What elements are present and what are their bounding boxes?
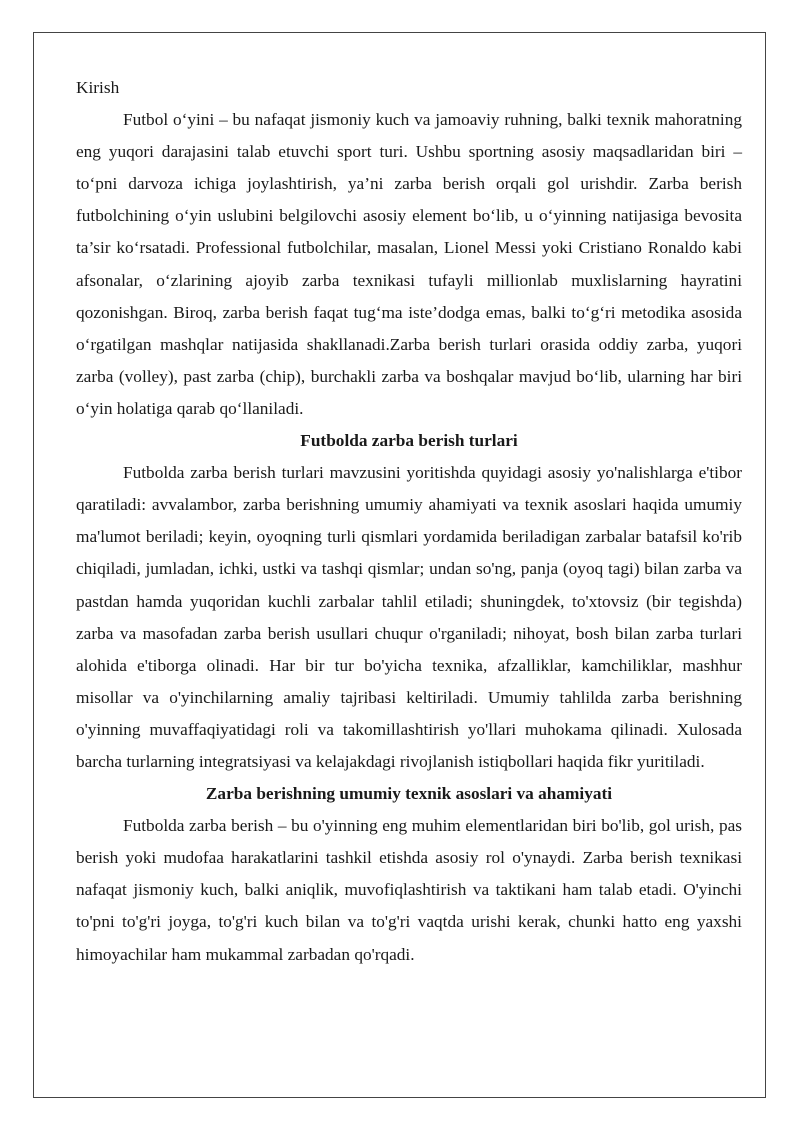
intro-heading: Kirish xyxy=(76,78,120,97)
technical-basics-paragraph: Futbolda zarba berish – bu o'yinning eng muhim elementlaridan biri bo'lib, gol urish, pas berish yoki mudofaa harakatlarini tashkil etishda asosiy rol o'ynaydi. Zarba berish texnikasi nafaqat jismoniy kuch, balki aniqlik, muvofiqlashtirish va taktikani ham talab etadi. O'yinchi to'pni to'g'ri joyga, to'g'ri kuch bilan va to'g'ri vaqtda urishi kerak, chunki hatto eng yaxshi himoyachilar ham mukammal zarbadan qo'rqadi. xyxy=(76,816,742,964)
intro-paragraph: Futbol o‘yini – bu nafaqat jismoniy kuch va jamoaviy ruhning, balki texnik mahoratning eng yuqori darajasini talab etuvchi sport turi. Ushbu sportning asosiy maqsadlaridan biri – to‘pni darvoza ichiga joylashtirish, ya’ni zarba berish orqali gol urishdir. Zarba berish futbolchining o‘yin uslubini belgilovchi asosiy element bo‘lib, u o‘yinning natijasiga bevosita ta’sir ko‘rsatadi. Professional futbolchilar, masalan, Lionel Messi yoki Cristiano Ronaldo kabi afsonalar, o‘zlarining ajoyib zarba texnikasi tufayli millionlab muxlislarning hayratini qozonishgan. Biroq, zarba berish faqat tug‘ma iste’dodga emas, balki to‘g‘ri metodika asosida o‘rgatilgan mashqlar natijasida shakllanadi.Zarba berish turlari orasida oddiy zarba, yuqori zarba (volley), past zarba (chip), burchakli zarba va boshqalar mavjud bo‘lib, ularning har biri o‘yin holatiga qarab qo‘llaniladi. xyxy=(76,110,742,418)
section-heading-kick-types: Futbolda zarba berish turlari xyxy=(300,431,518,451)
document-body xyxy=(76,72,742,971)
kick-types-paragraph: Futbolda zarba berish turlari mavzusini yoritishda quyidagi asosiy yo'nalishlarga e'tibor qaratiladi: avvalambor, zarba berishning umumiy ahamiyati va texnik asoslari haqida umumiy ma'lumot beriladi; keyin, oyoqning turli qismlari yordamida beriladigan zarbalar batafsil ko'rib chiqiladi, jumladan, ichki, ustki va tashqi qismlar; undan so'ng, panja (oyoq tagi) bilan zarba va pastdan hamda yuqoridan kuchli zarbalar tahlil etiladi; shuningdek, to'xtovsiz (bir tegishda) zarba va masofadan zarba berish usullari chuqur o'rganiladi; nihoyat, bosh bilan zarba turlari alohida e'tiborga olinadi. Har bir tur bo'yicha texnika, afzalliklar, kamchiliklar, mashhur misollar va o'yinchilarning amaliy tajribasi keltiriladi. Umumiy tahlilda zarba berishning o'yinning muvaffaqiyatidagi roli va takomillashtirish yo'llari muhokama qilinadi. Xulosada barcha turlarning integratsiyasi va kelajakdagi rivojlanish istiqbollari haqida fikr yuritiladi. xyxy=(76,463,742,771)
section-heading-technical-basics: Zarba berishning umumiy texnik asoslari va ahamiyati xyxy=(205,784,613,804)
